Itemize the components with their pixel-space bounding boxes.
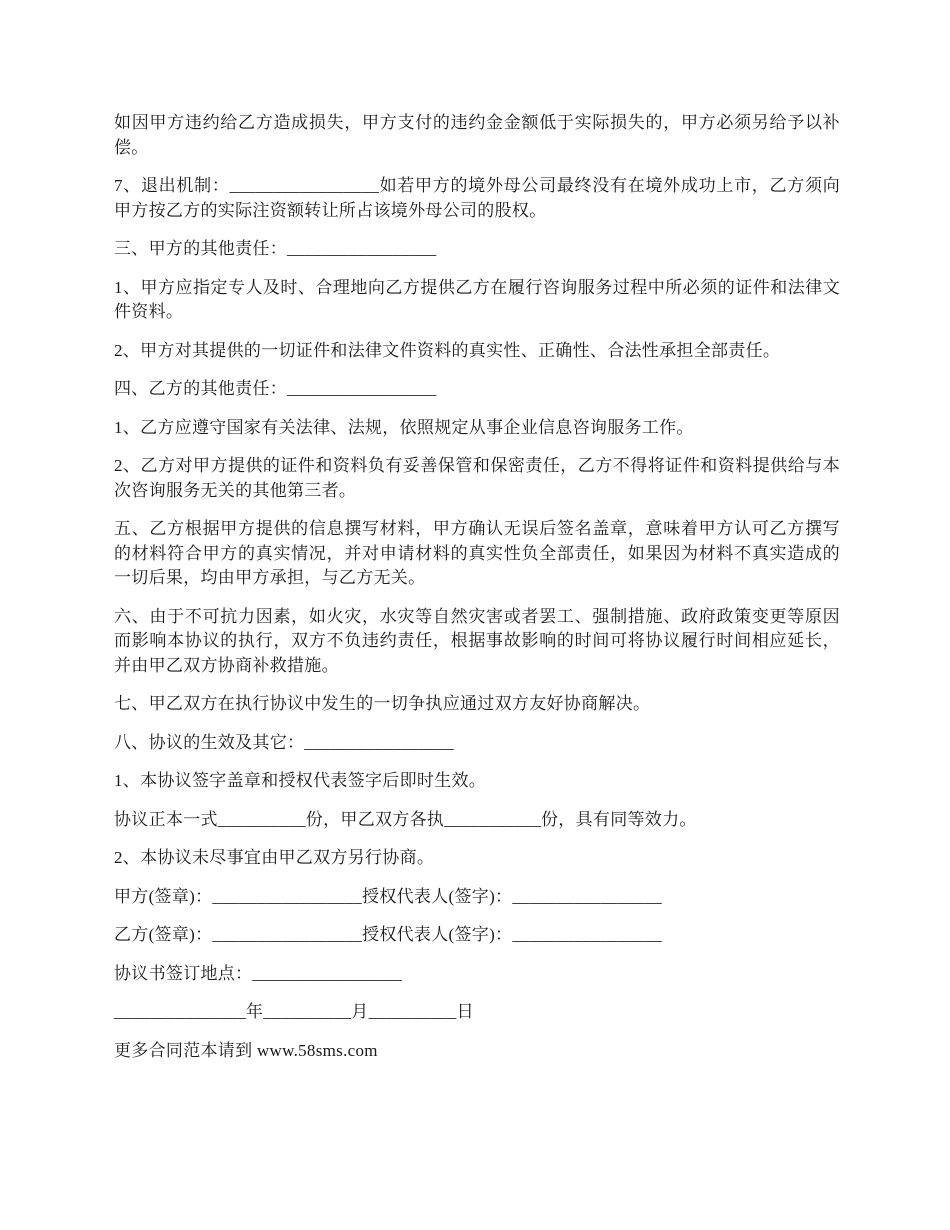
- effectiveness-clause-1: 1、本协议签字盖章和授权代表签字后即时生效。: [114, 771, 487, 790]
- date-line: _______________年__________月__________日: [114, 1002, 474, 1021]
- party-a-other-duties-heading: 三、甲方的其他责任：_________________: [114, 239, 437, 258]
- party-a-signature-line: 甲方(签章)：_________________授权代表人(签字)：_________________: [114, 886, 662, 906]
- party-b-other-duties-heading: 四、乙方的其他责任：_________________: [114, 379, 437, 398]
- force-majeure-clause: 六、由于不可抗力因素，如火灾，水灾等自然灾害或者罢工、强制措施、政府政策变更等原因而影响本协议的执行，双方不负违约责任，根据事故影响的时间可将协议履行时间相应延长，并由甲乙双方协商补救措施。: [114, 606, 840, 675]
- copies-clause: 协议正本一式__________份，甲乙双方各执___________份，具有同等效力。: [114, 809, 697, 829]
- signing-location-line: 协议书签订地点：_________________: [114, 963, 402, 983]
- compensation-clause: 如因甲方违约给乙方造成损失，甲方支付的违约金金额低于实际损失的，甲方必须另给予以补偿。: [114, 113, 840, 157]
- footer-link-text: 更多合同范本请到 www.58sms.com: [114, 1040, 378, 1060]
- party-b-duty-2: 2、乙方对甲方提供的证件和资料负有妥善保管和保密责任，乙方不得将证件和资料提供给与本次咨询服务无关的其他第三者。: [114, 456, 840, 500]
- section-5-clause: 五、乙方根据甲方提供的信息撰写材料，甲方确认无误后签名盖章，意味着甲方认可乙方撰写的材料符合甲方的真实情况，并对申请材料的真实性负全部责任，如果因为材料不真实造成的一切后果，均由甲方承担，与乙方无关。: [114, 519, 840, 587]
- party-b-signature-line: 乙方(签章)：_________________授权代表人(签字)：_________________: [114, 925, 662, 944]
- effectiveness-clause-2: 2、本协议未尽事宜由甲乙双方另行协商。: [114, 848, 435, 867]
- party-b-duty-1: 1、乙方应遵守国家有关法律、法规，依照规定从事企业信息咨询服务工作。: [114, 417, 694, 437]
- party-a-duty-1: 1、甲方应指定专人及时、合理地向乙方提供乙方在履行咨询服务过程中所必须的证件和法律文件资料。: [114, 277, 840, 321]
- exit-mechanism-clause: 7、退出机制：_________________如若甲方的境外母公司最终没有在境外成功上市，乙方须向甲方按乙方的实际注资额转让所占该境外母公司的股权。: [114, 176, 840, 220]
- effectiveness-heading: 八、协议的生效及其它：_________________: [114, 732, 454, 752]
- dispute-resolution-clause: 七、甲乙双方在执行协议中发生的一切争执应通过双方友好协商解决。: [114, 694, 651, 713]
- party-a-duty-2: 2、甲方对其提供的一切证件和法律文件资料的真实性、正确性、合法性承担全部责任。: [114, 340, 781, 360]
